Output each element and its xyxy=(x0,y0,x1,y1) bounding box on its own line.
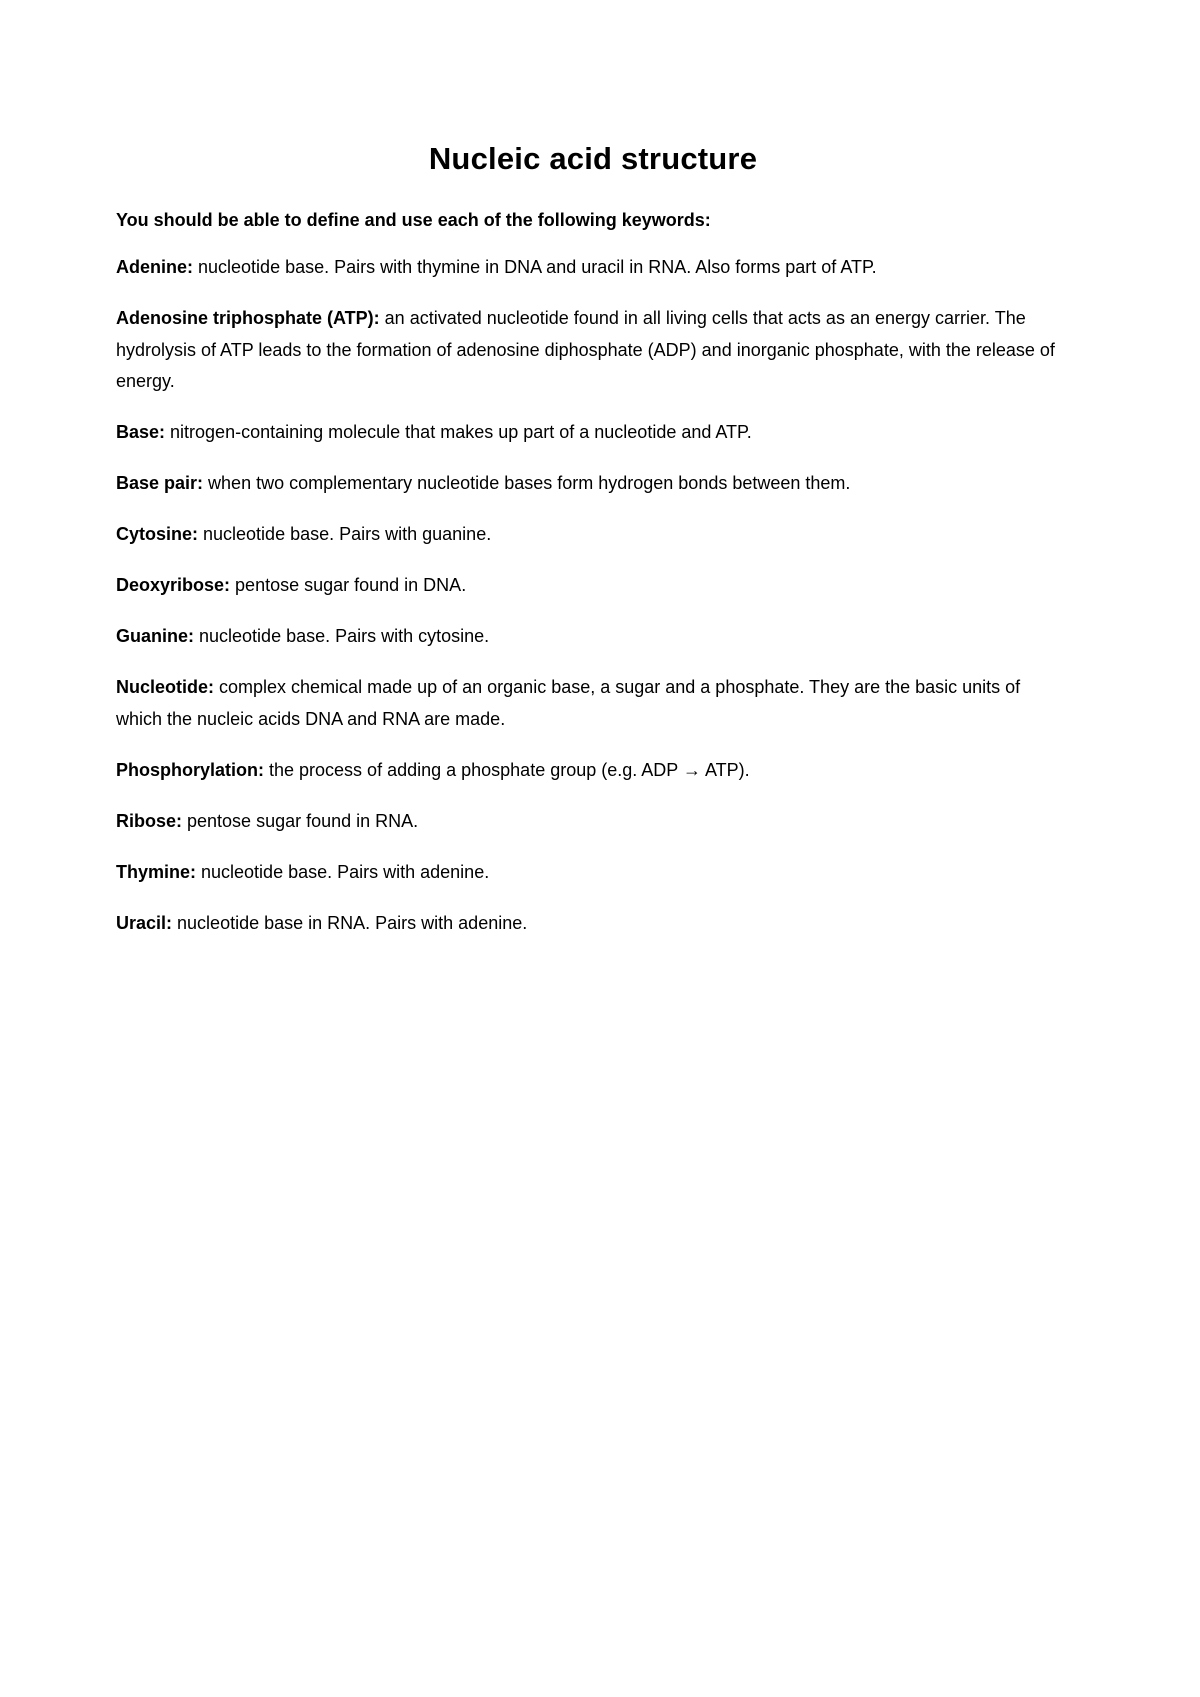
glossary-definition: nucleotide base. Pairs with cytosine. xyxy=(194,626,490,646)
glossary-term: Uracil: xyxy=(116,912,173,933)
glossary-definition: nucleotide base. Pairs with adenine. xyxy=(196,861,490,882)
glossary-definition: pentose sugar found in RNA. xyxy=(182,810,419,831)
glossary-definition: when two complementary nucleotide bases form hydrogen bonds between them. xyxy=(203,473,851,493)
keywords-intro: You should be able to define and use each of the following keywords: xyxy=(116,210,711,230)
glossary-term: Guanine: xyxy=(116,626,195,646)
glossary-entry-guanine xyxy=(116,621,1070,653)
glossary-entry-nucleotide xyxy=(116,672,1070,735)
glossary-definition: nitrogen-containing molecule that makes up part of a nucleotide and ATP. xyxy=(165,422,752,442)
glossary-term: Ribose: xyxy=(116,810,183,831)
glossary-term: Adenosine triphosphate (ATP): xyxy=(116,308,380,328)
glossary-definition: complex chemical made up of an organic base, a sugar and a phosphate. They are the basic units of which the nucleic acids DNA and RNA are made. xyxy=(116,677,1021,729)
glossary-entry-atp xyxy=(116,303,1070,398)
glossary-entry-adenine xyxy=(116,252,1070,284)
glossary-entry-thymine xyxy=(116,857,1070,889)
glossary-entry-phosphorylation xyxy=(116,755,1070,787)
glossary-entry-deoxyribose xyxy=(116,570,1070,602)
glossary-term: Adenine: xyxy=(116,257,194,277)
glossary-definition: the process of adding a phosphate group (e.g. ADP → ATP). xyxy=(264,759,750,780)
glossary-entry-ribose xyxy=(116,806,1070,838)
glossary-term: Base pair: xyxy=(116,473,204,493)
glossary-entry-cytosine xyxy=(116,519,1070,551)
glossary-definition: an activated nucleotide found in all living cells that acts as an energy carrier. The hydrolysis of ATP leads to the formation of adenosine diphosphate (ADP) and inorganic phosphate, with the release of energy. xyxy=(116,308,1055,391)
glossary-definition: nucleotide base. Pairs with guanine. xyxy=(198,524,492,544)
glossary-term: Phosphorylation: xyxy=(116,759,264,780)
glossary-definition: nucleotide base. Pairs with thymine in DNA and uracil in RNA. Also forms part of ATP. xyxy=(193,257,877,277)
glossary-term: Deoxyribose: xyxy=(116,575,231,595)
glossary-definition: nucleotide base in RNA. Pairs with adenine. xyxy=(172,912,528,933)
glossary-term: Nucleotide: xyxy=(116,677,215,697)
glossary-definition: pentose sugar found in DNA. xyxy=(230,575,467,595)
glossary-entry-uracil xyxy=(116,908,1070,940)
glossary-term: Thymine: xyxy=(116,861,197,882)
glossary-entry-base-pair xyxy=(116,468,1070,500)
glossary-term: Cytosine: xyxy=(116,524,199,544)
glossary-term: Base: xyxy=(116,422,166,442)
page-title: Nucleic acid structure xyxy=(428,141,758,176)
glossary-entry-base xyxy=(116,417,1070,449)
